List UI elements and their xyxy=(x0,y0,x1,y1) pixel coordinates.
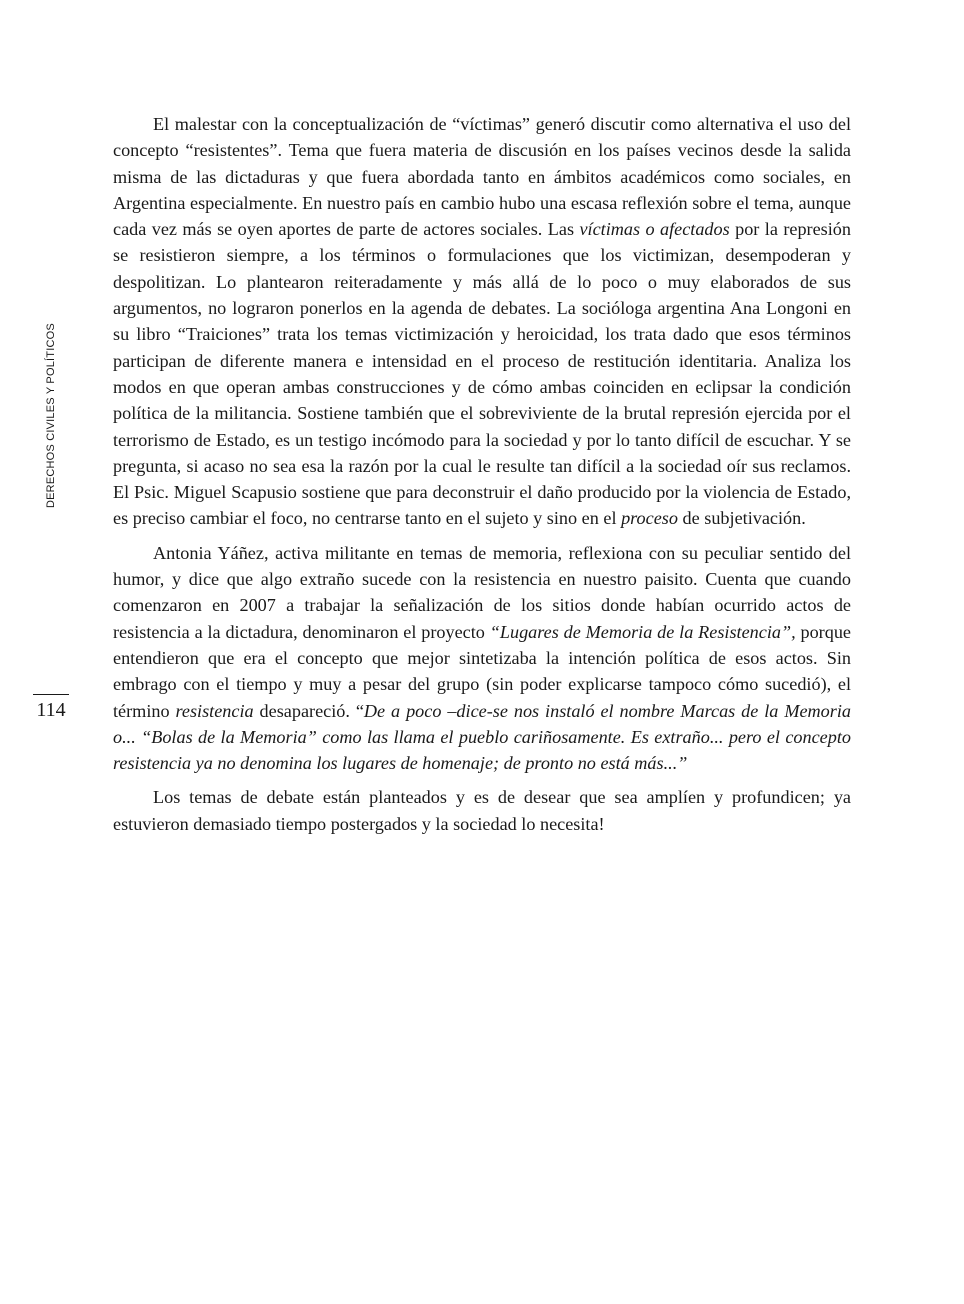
paragraph-2 xyxy=(113,540,851,777)
paragraph-3 xyxy=(113,784,851,837)
text-segment: Antonia Yáñez, activa militante en temas de memoria, reflexiona con su peculiar sentido del humor, y dice que algo extraño sucede con la resistencia en nuestro paisito. Cuenta que cuando comenzaron en 2007 a trabajar la señalización de los sitios donde habían ocurrido actos de resistencia a la dictadura, denominaron el proyecto xyxy=(113,542,851,642)
page-number: 114 xyxy=(36,699,66,721)
text-segment: desapareció. “ xyxy=(253,700,364,721)
text-segment: de subjetivación. xyxy=(677,508,806,529)
italic-segment: “Lugares de Memoria de la Resistencia”, xyxy=(489,621,796,642)
italic-segment: proceso xyxy=(621,508,678,529)
paragraph-1 xyxy=(113,111,851,532)
italic-segment: De a poco –dice-se nos instaló el nombre Marcas de la Memoria o... “Bolas de la Memoria” como las llama el pueblo cariñosamente. Es extraño... pero el concepto resistencia ya no denomina los lugares de homenaje; de pronto no está más...” xyxy=(113,700,851,774)
body-text xyxy=(113,111,851,845)
text-segment: Los temas de debate están planteados y es de desear que sea amplíen y profundicen; ya estuvieron demasiado tiempo postergados y la sociedad lo necesita! xyxy=(113,787,851,834)
text-segment: El malestar con la conceptualización de “víctimas” generó discutir como alternativa el uso del concepto “resistentes”. Tema que fuera materia de discusión en los países vecinos desde la salida misma de las dictaduras y que fuera abordada tanto en ámbitos académicos como sociales, en Argentina especialmente. En nuestro país en cambio hubo una escasa reflexión sobre el tema, aunque cada vez más se oyen aportes de parte de actores sociales. Las xyxy=(113,114,851,240)
text-segment: por la represión se resistieron siempre, a los términos o formulaciones que los victimizan, desempoderan y despolitizan. Lo plantearon reiteradamente y más allá de lo poco o muy elaborados de sus argumentos, no lograron ponerlos en la agenda de debates. La socióloga argentina Ana Longoni en su libro “Traiciones” trata los temas victimización y heroicidad, los trata dado que esos términos participan de diferente manera e intensidad en el proceso de restitución identitaria. Analiza los modos en que operan ambas construcciones y de cómo ambas coinciden en eclipsar la condición política de la militancia. Sostiene también que el sobreviviente de la brutal represión ejercida por el terrorismo de Estado, es un testigo incómodo para la sociedad y por lo tanto difícil de escuchar. Y se pregunta, si acaso no sea esa la razón por la cual le resulte tan difícil a la sociedad oír sus reclamos. El Psic. Miguel Scapusio sostiene que para deconstruir el daño producido por la violencia de Estado, es preciso cambiar el foco, no centrarse tanto en el sujeto y sino en el xyxy=(113,219,851,529)
italic-segment: víctimas o afectados xyxy=(579,219,730,240)
text-segment: porque entendieron que era el concepto que mejor sintetizaba la intención política de esos actos. Sin embrago con el tiempo y muy a pesar del grupo (sin poder explicarse tampoco cómo sucedió), el término xyxy=(113,621,851,721)
page-number-rule xyxy=(33,694,69,695)
running-title: DERECHOS CIVILES Y POLÍTICOS xyxy=(45,323,57,508)
italic-segment: resistencia xyxy=(175,700,254,721)
